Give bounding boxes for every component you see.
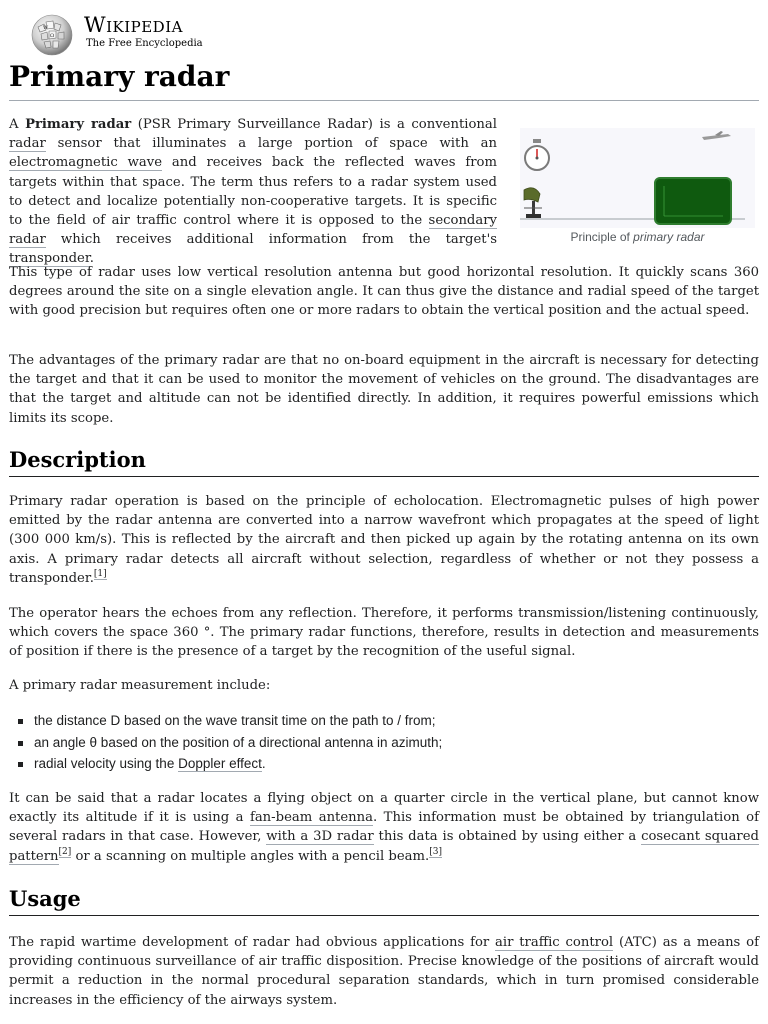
description-paragraph-2: The operator hears the echoes from any reflection. Therefore, it performs transmission/listening continuously, which covers the space 360 °. The primary radar functions, therefore, results in detection and measurements of position if there is the presence of a target by the recognition of the useful signal. [9, 606, 759, 660]
text-run: radial velocity using the [34, 756, 179, 771]
link-electromagnetic-wave[interactable]: electromagnetic wave [9, 155, 163, 171]
measurement-list [18, 710, 718, 775]
text-run: (ATC) as a means of providing continuous surveillance of air traffic disposition. Precise knowledge of the positions of aircraft would permit a reduction in the normal procedural separation standards, which in turn promised considerable increases in the efficiency of the airways system. [9, 935, 759, 1008]
description-paragraph-4 [9, 789, 759, 866]
wikipedia-tagline: The Free Encyclopedia [86, 38, 203, 49]
link-cosecant-squared-pattern[interactable]: cosecant squared pattern [9, 829, 759, 864]
text-run: The rapid wartime development of radar had obvious applications for [9, 935, 496, 950]
text-run: this data is obtained by using either a [373, 829, 642, 845]
reference-1[interactable]: [1] [93, 569, 107, 580]
text-run: sensor that illuminates a large portion of space with an [45, 136, 497, 152]
description-paragraph-3: A primary radar measurement include: [9, 678, 271, 693]
intro-paragraph-3: The advantages of the primary radar are that no on-board equipment in the aircraft is necessary for detecting the target and that it can be used to monitor the movement of vehicles on the ground. The disadvantages are that the target and altitude can not be identified directly. In addition, it requires powerful emissions which limits its scope. [9, 353, 759, 426]
link-air-traffic-control[interactable]: air traffic control [495, 935, 614, 950]
link-radar[interactable]: radar [9, 136, 46, 152]
text-run: which receives additional information from the target's [45, 232, 497, 248]
list-item: an angle θ based on the position of a directional antenna in azimuth; [18, 732, 718, 754]
wikipedia-globe-icon[interactable] [29, 11, 75, 57]
text-run: Primary radar operation is based on the principle of echolocation. Electromagnetic pulses of high power emitted by the radar antenna are converted into a narrow wavefront which propagates at the speed of light (300 000 km/s). This is reflected by the aircraft and then picked up again by the rotating antenna on its own axis. A primary radar detects all aircraft without selection, regardless of whether or not they possess a transponder. [9, 494, 759, 586]
reference-2[interactable]: [2] [58, 847, 72, 858]
text-run: It can be said that a radar locates a flying object on a quarter circle in the vertical plane, but cannot know exactly its altitude if it is using a [9, 791, 759, 826]
radar-screen-icon [655, 178, 731, 224]
figure-caption [520, 229, 755, 245]
link-transponder[interactable]: transponder [9, 251, 90, 267]
heading-usage: Usage [9, 885, 759, 916]
link-doppler-effect[interactable]: Doppler effect [178, 756, 262, 771]
page-title: Primary radar [9, 58, 759, 101]
link-3d-radar[interactable]: with a 3D radar [266, 829, 374, 845]
caption-text: Principle of [570, 230, 634, 244]
link-secondary-radar[interactable]: secondary radar [9, 213, 497, 248]
svg-text:Ω: Ω [50, 33, 55, 39]
caption-italic: primary radar [633, 230, 705, 244]
text-run: . This information must be obtained by triangulation of several radars in that case. However, [9, 810, 759, 845]
text-run: and receives back the reflected waves from targets within that space. The term thus refers to a radar system used to detect and localize potentially non-cooperative targets. It is specific to the field of air traffic control where it is opposed to the [9, 155, 497, 229]
wikipedia-wordmark[interactable]: Wikipedia [84, 13, 183, 37]
link-fan-beam-antenna[interactable]: fan-beam antenna [249, 810, 374, 826]
text-run: or a scanning on multiple angles with a pencil beam. [71, 848, 430, 864]
bold-term: Primary radar [25, 117, 132, 132]
list-item [18, 753, 718, 775]
heading-description: Description [9, 446, 759, 477]
description-paragraph-1 [9, 492, 759, 588]
intro-paragraph-1 [9, 115, 497, 269]
text-run: . [261, 756, 266, 771]
text-run: . [89, 251, 94, 267]
radar-principle-diagram [520, 128, 755, 228]
text-run: A [9, 117, 26, 132]
intro-paragraph-2: This type of radar uses low vertical resolution antenna but good horizontal resolution. It quickly scans 360 degrees around the site on a single elevation angle. It can thus give the distance and radial speed of the target with good precision but requires often one or more radars to obtain the vertical position and the actual speed. [9, 265, 759, 319]
text-run: (PSR Primary Surveillance Radar) is a conventional [131, 117, 497, 132]
usage-paragraph-1 [9, 933, 759, 1010]
list-item: the distance D based on the wave transit time on the path to / from; [18, 710, 718, 732]
reference-3[interactable]: [3] [429, 847, 442, 858]
svg-text:W: W [43, 25, 49, 31]
